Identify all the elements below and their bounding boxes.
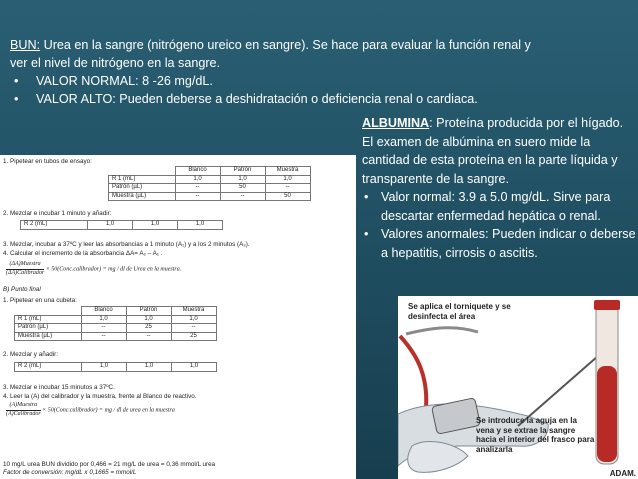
table-cell: 1,0 — [220, 175, 265, 184]
bun-description: Urea en la sangre (nitrógeno ureico en sangre). Se hace para evaluar la función renal y ver el nivel de nitrógeno en la sangre. — [10, 38, 531, 70]
section-b-title: B) Punto final — [3, 286, 41, 293]
tube-icon — [406, 328, 478, 334]
table-cell: 1,0 — [171, 315, 216, 324]
table-cell: R 1 (mL) — [15, 315, 82, 324]
table-cell: 1,0 — [265, 175, 310, 184]
table-row — [109, 184, 311, 193]
table-header — [15, 307, 82, 316]
table-cell: 1,0 — [88, 221, 133, 230]
bun-section — [10, 36, 550, 108]
formula-result: × 50(Conc.calibrador) = mg / dl de Urea en la muestra. — [45, 266, 182, 273]
table-cell: Muestra (µL) — [15, 332, 82, 341]
albumina-section — [362, 114, 636, 262]
table-cell: -- — [175, 184, 220, 193]
table-header: Patrón — [126, 307, 171, 316]
procedure-b-step-2: 2. Mezclar y añadir: — [3, 351, 58, 358]
table-cell: 1,0 — [178, 221, 223, 230]
formula-denominator: (A)Calibrador — [6, 410, 41, 417]
blood-fill-icon — [597, 366, 617, 462]
formula-endpoint — [6, 402, 175, 418]
footer-factor: Factor de conversión: mg/dL x 0,1665 = mmol/L — [3, 469, 137, 476]
table-cell: -- — [265, 184, 310, 193]
table-header — [109, 167, 176, 176]
table-cell: -- — [171, 324, 216, 333]
table-cell: Muestra (µL) — [109, 192, 176, 201]
table-cell: -- — [126, 332, 171, 341]
formula-result: × 50(Conc.calibrador) = mg / dl de urea en la muestra — [42, 407, 175, 414]
procedure-b-step-3: 3. Mezclar e incubar 15 minutos a 37ºC. — [3, 384, 115, 391]
footer-conversion: 10 mg/L urea BUN dividido por 0,466 = 21 mg/L de urea = 0,36 mmol/L urea — [3, 461, 216, 468]
blood-draw-illustration — [398, 296, 638, 479]
table-row — [15, 315, 217, 324]
formula-denominator: (ΔA)Calibrador — [6, 269, 45, 276]
procedure-step-1: 1. Pipetear en tubos de ensayo: — [3, 158, 92, 165]
procedure-step-4: 4. Calcular el incremento de la absorbancia ΔA= A₂ – A₁ . — [3, 250, 163, 257]
table-cell: R 2 (mL) — [15, 363, 82, 372]
table-cell: 25 — [171, 332, 216, 341]
illustration-caption-top: Se aplica el torniquete y se desinfecta el área — [408, 302, 511, 321]
bun-normal-value: • VALOR NORMAL: 8 -26 mg/dL. — [10, 72, 550, 90]
table-header: Blanco — [81, 307, 126, 316]
table-row — [15, 332, 217, 341]
table-cell: Patrón (µL) — [109, 184, 176, 193]
table-cell: 1,0 — [127, 363, 172, 372]
albumina-normal-value: • Valor normal: 3.9 a 5.0 mg/dL. Sirve para descartar enfermedad hepática o renal. — [362, 188, 636, 225]
procedure-step-2: 2. Mezclar e incubar 1 minuto y añadir: — [3, 210, 112, 217]
reagent-table-2 — [20, 220, 223, 230]
reagent-table-3 — [14, 306, 217, 341]
adam-logo: ADAM. — [609, 469, 636, 478]
table-cell: 50 — [220, 184, 265, 193]
table-cell: 1,0 — [126, 315, 171, 324]
table-cell: -- — [81, 332, 126, 341]
table-cell: -- — [175, 192, 220, 201]
table-header: Muestra — [265, 167, 310, 176]
table-row — [15, 324, 217, 333]
reagent-table-4 — [14, 362, 217, 372]
bun-high-value: • VALOR ALTO: Pueden deberse a deshidratación o deficiencia renal o cardiaca. — [10, 90, 550, 108]
table-cell: -- — [220, 192, 265, 201]
table-cell: R 1 (mL) — [109, 175, 176, 184]
tourniquet-icon — [400, 336, 426, 408]
table-row — [21, 221, 223, 230]
formula-kinetic — [6, 261, 181, 277]
table-cell: 1,0 — [82, 363, 127, 372]
procedure-step-3: 3. Mezclar, incubar a 37ºC y leer las absorbancias a 1 minuto (A₁) y a los 2 minutos (A₂). — [3, 241, 250, 248]
table-cell: Patrón (µL) — [15, 324, 82, 333]
albumina-label: ALBUMINA — [362, 116, 430, 130]
table-header: Muestra — [171, 307, 216, 316]
table-row — [109, 175, 311, 184]
bun-bullet-list — [10, 72, 550, 108]
table-cell: 1,0 — [133, 221, 178, 230]
table-cell: 1,0 — [81, 315, 126, 324]
table-cell: -- — [81, 324, 126, 333]
formula-numerator: (A)Muestra — [6, 402, 41, 411]
albumina-description: : Proteína producida por el hígado. El examen de albúmina en suero mide la cantidad de esta proteína en la parte líquida y transparente de la sangre. — [362, 116, 624, 186]
table-row — [109, 192, 311, 201]
procedure-document-image — [0, 155, 356, 479]
illustration-caption-bottom: Se introduce la aguja en la vena y se extrae la sangre hacia el interior del frasco para analizarla — [476, 416, 595, 454]
table-header: Blanco — [175, 167, 220, 176]
formula-numerator: (ΔA)Muestra — [6, 261, 44, 270]
albumina-intro — [362, 114, 636, 188]
albumina-bullet-list — [362, 188, 636, 262]
table-cell: R 2 (mL) — [21, 221, 88, 230]
table-cell: 1,0 — [172, 363, 217, 372]
reagent-table-1 — [108, 166, 311, 201]
tube-cap-icon — [594, 300, 620, 310]
table-cell: 25 — [126, 324, 171, 333]
bun-label: BUN: — [10, 38, 41, 52]
procedure-b-step-1: 1. Pipetear en una cubeta: — [3, 297, 77, 304]
table-cell: 1,0 — [175, 175, 220, 184]
procedure-b-step-4: 4. Leer la (A) del calibrador y la muestra, frente al Blanco de reactivo. — [3, 393, 197, 400]
bun-intro — [10, 36, 550, 72]
table-row — [15, 363, 217, 372]
table-cell: 50 — [265, 192, 310, 201]
albumina-abnormal-value: • Valores anormales: Pueden indicar o deberse a hepatitis, cirrosis o ascitis. — [362, 225, 636, 262]
table-header: Patrón — [220, 167, 265, 176]
